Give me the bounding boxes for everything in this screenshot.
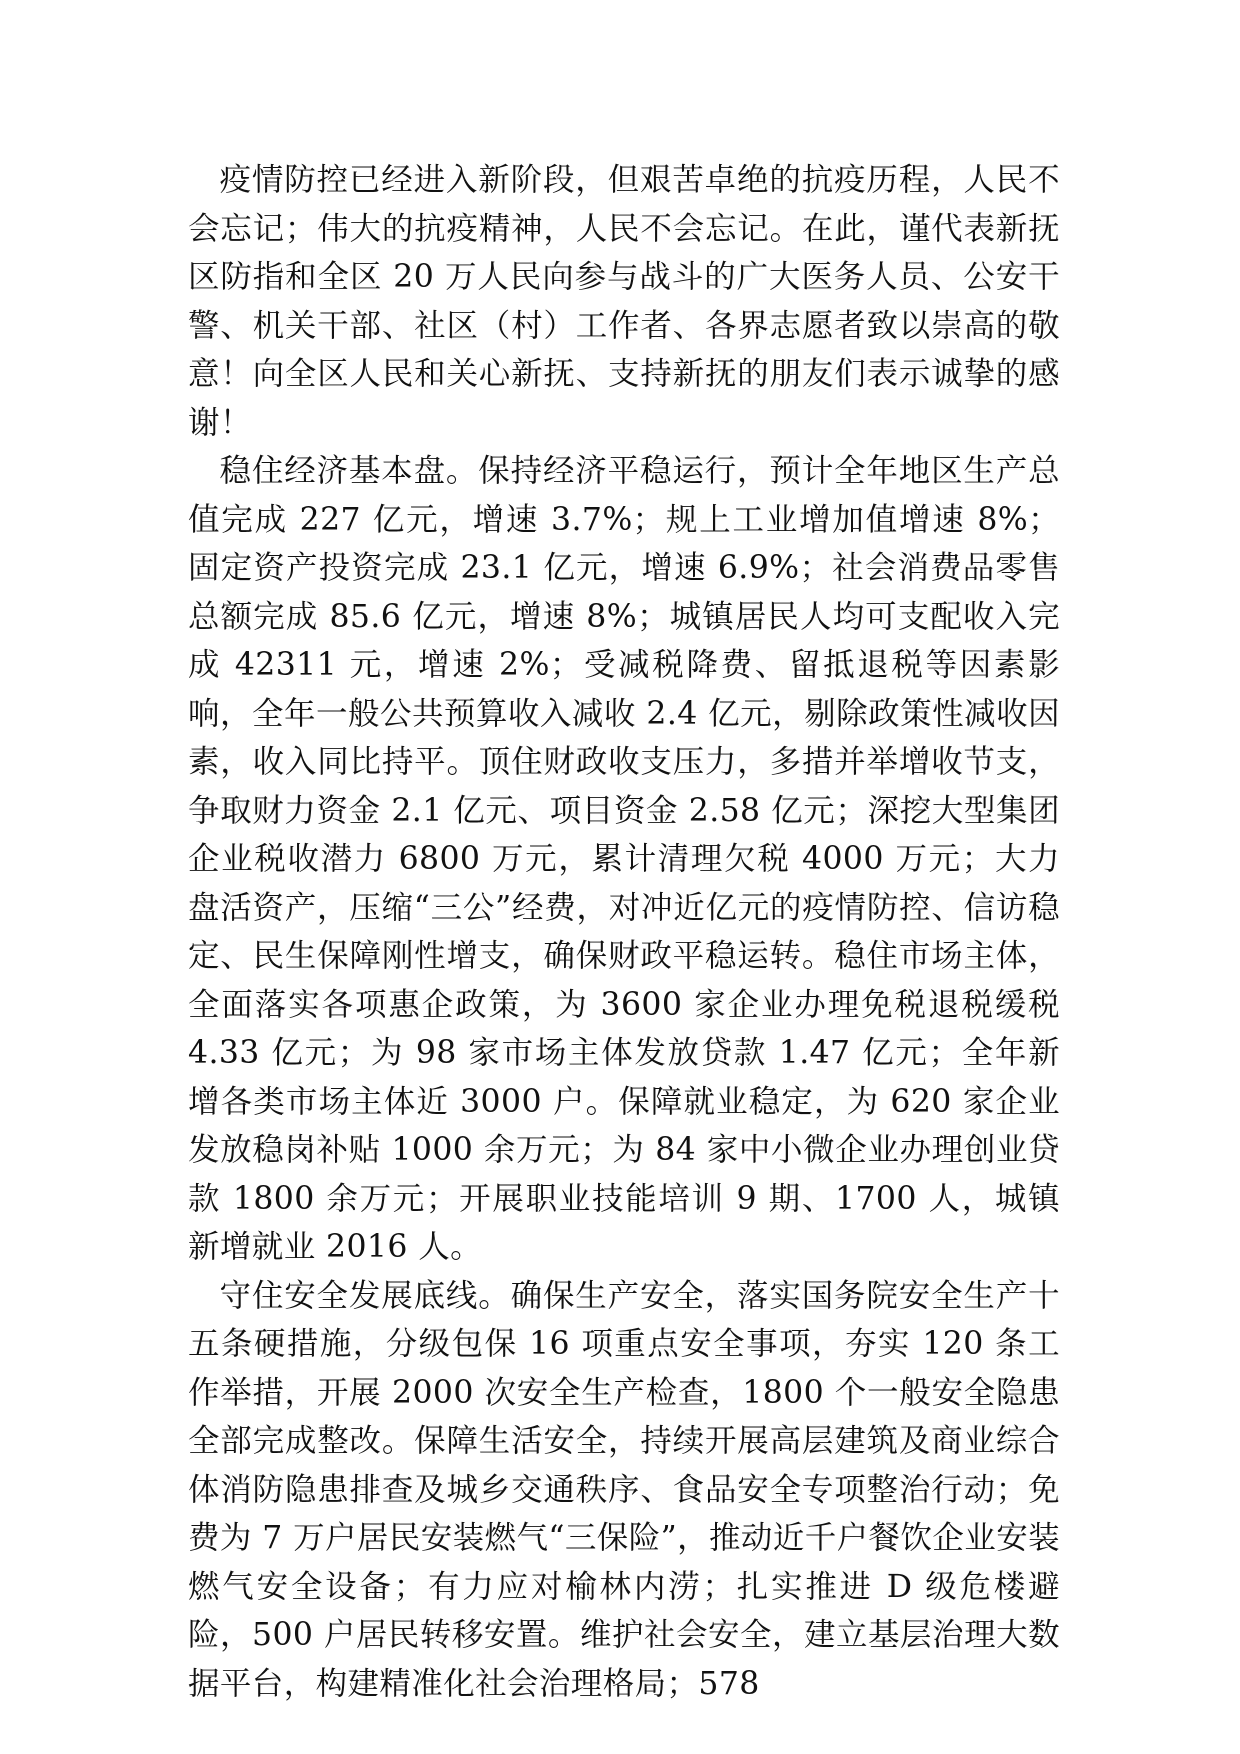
- paragraph-stabilize-economy: 稳住经济基本盘。保持经济平稳运行，预计全年地区生产总值完成 227 亿元，增速 3.7%；规上工业增加值增速 8%；固定资产投资完成 23.1 亿元，增速 6.9%；社会消费品零售总额完成 85.6 亿元，增速 8%；城镇居民人均可支配收入完成 42311 元，增速 2%；受减税降费、留抵退税等因素影响，全年一般公共预算收入减收 2.4 亿元，剔除政策性减收因素，收入同比持平。顶住财政收支压力，多措并举增收节支，争取财力资金 2.1 亿元、项目资金 2.58 亿元；深挖大型集团企业税收潜力 6800 万元，累计清理欠税 4000 万元；大力盘活资产，压缩“三公”经费，对冲近亿元的疫情防控、信访稳定、民生保障刚性增支，确保财政平稳运转。稳住市场主体，全面落实各项惠企政策，为 3600 家企业办理免税退税缓税 4.33 亿元；为 98 家市场主体发放贷款 1.47 亿元；全年新增各类市场主体近 3000 户。保障就业稳定，为 620 家企业发放稳岗补贴 1000 余万元；为 84 家中小微企业办理创业贷款 1800 余万元；开展职业技能培训 9 期、1700 人，城镇新增就业 2016 人。: [188, 453, 1060, 1265]
- paragraph-safety-bottom-line: 守住安全发展底线。确保生产安全，落实国务院安全生产十五条硬措施，分级包保 16 项重点安全事项，夯实 120 条工作举措，开展 2000 次安全生产检查，1800 个一般安全隐患全部完成整改。保障生活安全，持续开展高层建筑及商业综合体消防隐患排查及城乡交通秩序、食品安全专项整治行动；免费为 7 万户居民安装燃气“三保险”，推动近千户餐饮企业安装燃气安全设备；有力应对榆林内涝；扎实推进 D 级危楼避险，500 户居民转移安置。维护社会安全，建立基层治理大数据平台，构建精准化社会治理格局；578: [188, 1277, 1060, 1702]
- paragraph-epidemic-thanks: 疫情防控已经进入新阶段，但艰苦卓绝的抗疫历程，人民不会忘记；伟大的抗疫精神，人民不会忘记。在此，谨代表新抚区防指和全区 20 万人民向参与战斗的广大医务人员、公安干警、机关干部、社区（村）工作者、各界志愿者致以崇高的敬意！向全区人民和关心新抚、支持新抚的朋友们表示诚挚的感谢！: [188, 162, 1060, 441]
- document-page: [188, 156, 1060, 1708]
